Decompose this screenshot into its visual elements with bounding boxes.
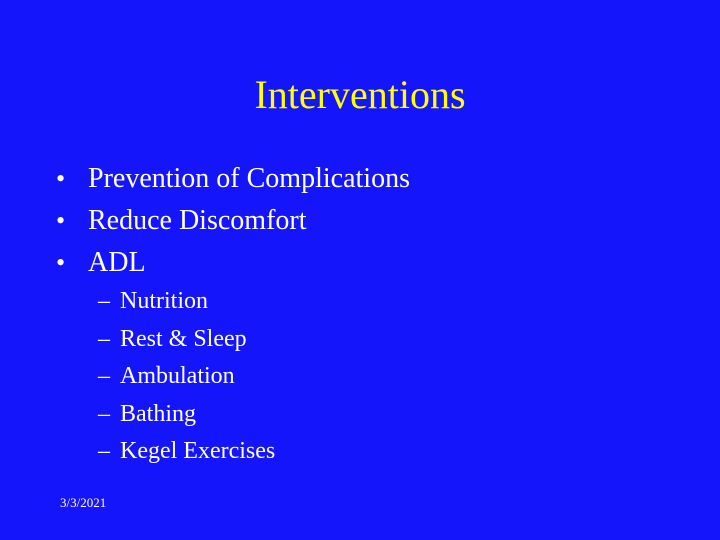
bullet-text: Reduce Discomfort — [88, 205, 307, 236]
bullet-glyph: • — [56, 164, 66, 193]
dash-glyph: – — [98, 363, 110, 389]
sub-bullet-text: Rest & Sleep — [120, 325, 247, 352]
bullet-item — [56, 200, 410, 242]
sub-bullet-text: Ambulation — [120, 363, 235, 389]
sub-bullet-text: Nutrition — [120, 288, 208, 314]
sub-bullet-list — [98, 283, 275, 471]
bullet-item — [56, 158, 410, 200]
bullet-text: ADL — [88, 247, 146, 278]
dash-glyph: – — [98, 438, 110, 464]
bullet-list — [56, 158, 410, 284]
sub-bullet-item — [98, 321, 275, 359]
sub-bullet-item — [98, 433, 275, 471]
sub-bullet-item — [98, 396, 275, 434]
bullet-glyph: • — [56, 248, 66, 277]
slide-title — [0, 70, 720, 120]
bullet-text: Prevention of Complications — [88, 163, 410, 194]
slide-title-text: Interventions — [254, 72, 466, 117]
dash-glyph: – — [98, 288, 110, 314]
sub-bullet-text: Bathing — [120, 400, 196, 427]
dash-glyph: – — [98, 400, 110, 427]
sub-bullet-item — [98, 283, 275, 321]
sub-bullet-text: Kegel Exercises — [120, 438, 276, 464]
bullet-glyph: • — [56, 206, 66, 235]
dash-glyph: – — [98, 325, 110, 352]
bullet-item — [56, 242, 410, 284]
slide-date: 3/3/2021 — [60, 495, 107, 510]
sub-bullet-item — [98, 358, 275, 396]
